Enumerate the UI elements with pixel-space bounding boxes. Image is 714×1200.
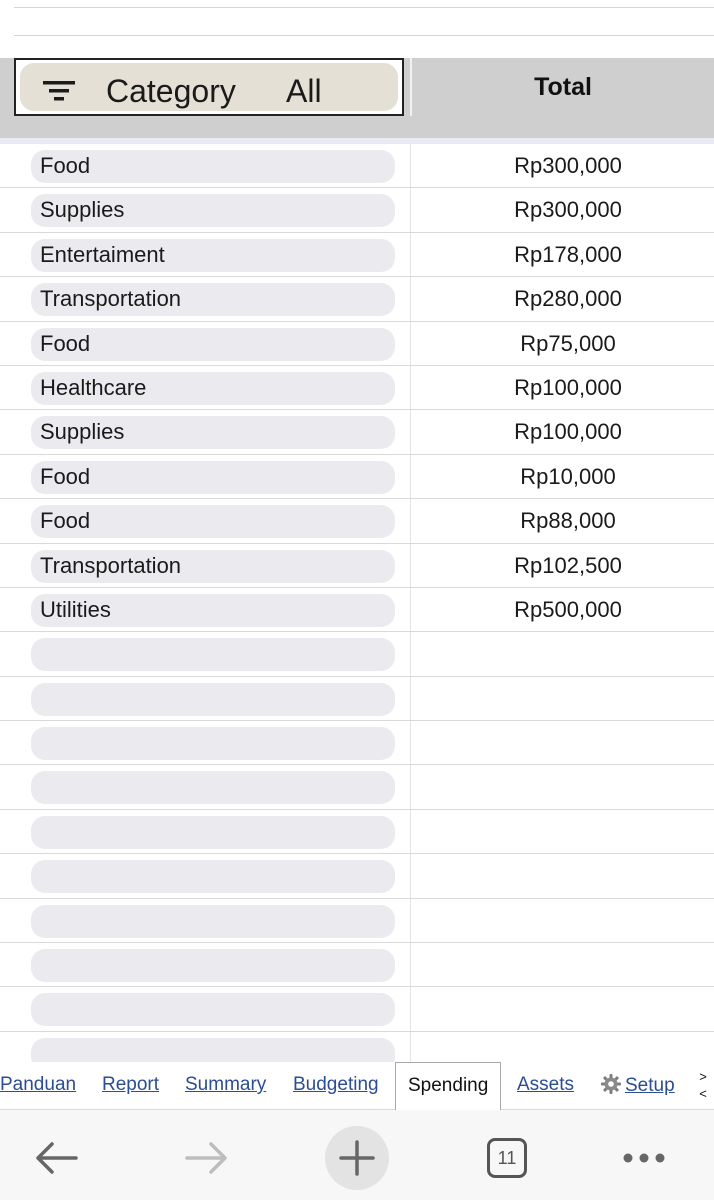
tab-scroll-arrows[interactable] [696,1068,710,1102]
category-filter-button[interactable] [14,58,404,116]
total-cell: Rp102,500 [514,552,622,578]
column-divider [410,410,411,453]
category-text: Supplies [40,419,125,445]
tab-count: 11 [487,1138,527,1178]
empty-table-row[interactable] [0,899,714,943]
tab-assets[interactable]: Assets [517,1074,575,1095]
forward-arrow-icon [185,1141,229,1175]
table-row[interactable] [0,188,714,232]
sheet-tab-bar [0,1062,714,1110]
column-divider [410,810,411,853]
table-row[interactable] [0,588,714,632]
table-row[interactable] [0,233,714,277]
column-divider [410,277,411,320]
category-text: Food [40,153,91,178]
category-text: Food [40,330,91,356]
category-cell[interactable] [31,683,395,716]
tab-budgeting[interactable]: Budgeting [293,1074,379,1095]
column-divider [410,632,411,675]
table-row[interactable] [0,144,714,188]
column-divider [410,854,411,897]
column-divider [410,765,411,808]
column-divider [410,144,411,187]
filter-value: All [286,73,322,109]
empty-table-row[interactable] [0,677,714,721]
column-divider [410,499,411,542]
tab-setup-label: Setup [625,1075,675,1096]
category-text: Healthcare [40,374,147,400]
table-row[interactable] [0,544,714,588]
category-cell[interactable] [31,727,395,760]
category-cell[interactable] [31,860,395,893]
more-menu-button[interactable] [612,1126,676,1190]
gear-icon [601,1074,621,1094]
column-divider [410,322,411,365]
tab-panduan[interactable]: Panduan [0,1074,77,1095]
empty-table-row[interactable] [0,632,714,676]
table-row[interactable] [0,499,714,543]
tab-spending[interactable]: Spending [395,1062,501,1110]
tab-report[interactable]: Report [102,1074,160,1095]
category-text: Transportation [40,286,182,312]
total-cell: Rp178,000 [514,241,622,267]
column-divider [410,455,411,498]
empty-table-row[interactable] [0,721,714,765]
new-tab-button[interactable] [325,1126,389,1190]
row-divider [14,7,714,8]
category-cell[interactable] [31,993,395,1026]
category-cell[interactable] [31,949,395,982]
column-divider [410,233,411,276]
plus-icon [339,1140,375,1176]
category-text: Supplies [40,197,125,223]
browser-toolbar [0,1110,714,1200]
empty-table-row[interactable] [0,987,714,1031]
column-divider [410,943,411,986]
tab-scroll-next[interactable]: > [699,1069,707,1084]
forward-button[interactable] [175,1126,239,1190]
column-divider [410,188,411,231]
column-divider [410,721,411,764]
total-column-header: Total [534,72,592,101]
category-cell[interactable] [31,905,395,938]
total-cell: Rp10,000 [520,463,616,489]
category-text: Entertaiment [40,241,165,267]
spending-table [0,144,714,1076]
total-cell: Rp88,000 [520,508,616,534]
empty-table-row[interactable] [0,765,714,809]
category-cell[interactable] [31,638,395,671]
tab-scroll-prev[interactable]: < [699,1086,707,1101]
column-divider [410,987,411,1030]
tab-setup[interactable] [601,1074,675,1097]
row-divider [14,35,714,36]
back-arrow-icon [34,1141,78,1175]
table-header [0,58,714,144]
column-divider [410,366,411,409]
total-cell: Rp300,000 [514,153,622,178]
category-text: Transportation [40,552,182,578]
filter-icon [43,79,75,103]
empty-table-row[interactable] [0,810,714,854]
total-cell: Rp280,000 [514,286,622,312]
category-cell[interactable] [31,771,395,804]
more-dots-icon [622,1152,666,1164]
filter-label: Category [106,73,236,109]
tab-summary[interactable]: Summary [185,1074,267,1095]
total-cell: Rp75,000 [520,330,616,356]
table-row[interactable] [0,366,714,410]
category-text: Utilities [40,596,111,622]
back-button[interactable] [24,1126,88,1190]
category-text: Food [40,508,91,534]
category-filter-chip[interactable] [20,63,398,111]
empty-table-row[interactable] [0,854,714,898]
tab-switcher-button[interactable] [475,1126,539,1190]
column-divider [410,899,411,942]
sheet-top-area [0,0,714,58]
table-row[interactable] [0,455,714,499]
table-row[interactable] [0,322,714,366]
total-cell: Rp100,000 [514,374,622,400]
column-divider [410,588,411,631]
total-cell: Rp100,000 [514,419,622,445]
column-divider [410,677,411,720]
category-cell[interactable] [31,816,395,849]
total-cell: Rp500,000 [514,596,622,622]
empty-table-row[interactable] [0,943,714,987]
category-text: Food [40,463,91,489]
column-divider [410,544,411,587]
table-row[interactable] [0,410,714,454]
table-row[interactable] [0,277,714,321]
total-cell: Rp300,000 [514,197,622,223]
